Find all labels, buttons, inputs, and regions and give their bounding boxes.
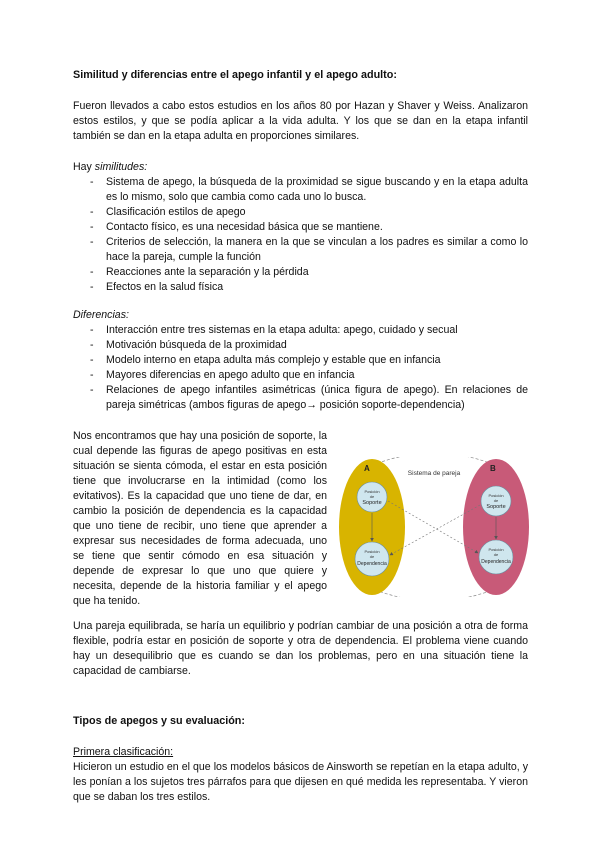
similarities-label-text: similitudes:: [94, 161, 148, 173]
list-item: - Clasificación estilos de apego: [73, 205, 528, 220]
right-support-line-3: Soporte: [486, 504, 506, 510]
similarities-label: [73, 160, 528, 175]
support-paragraph: Nos encontramos que hay una posición de soporte, la cual depende las figuras de apego positivas en esta situación se sienta cómoda, el estar en esta posición tiene que involucrarse en la intimidad (como los evitativos). Es la capacidad que uno tiene de dar, en cambio la posición de dependencia es la capacidad que uno tiene de recibir, uno tiene que aprender a expresar sus necesidades de forma adecuada, uno se tiene que sentir cómodo en esa situación y depende de expresar lo que uno que quiere y necesita, depende de la historia familiar y el apego que ha tenido.: [73, 430, 327, 607]
list-item: - Motivación búsqueda de la proximidad: [73, 338, 528, 353]
support-section: [73, 429, 528, 619]
partner-a-letter: A: [364, 464, 370, 473]
first-classification-label: Primera clasificación:: [73, 746, 174, 758]
partner-b-letter: B: [490, 464, 496, 473]
section-heading-similarities-differences: Similitud y diferencias entre el apego infantil y el apego adulto:: [73, 69, 397, 81]
list-item: - Modelo interno en etapa adulta más complejo y estable que en infancia: [73, 353, 528, 368]
list-item: - Sistema de apego, la búsqueda de la proximidad se sigue buscando y en la etapa adulta es lo mismo, solo que cambia como cada uno lo busca.: [73, 175, 528, 205]
balance-paragraph: Una pareja equilibrada, se haría un equilibrio y podrían cambiar de una posición a otra de forma flexible, podría estar en posición de soporte y otra de dependencia. El problema viene cuando hay un desequilibrio que es cuando se dan los problemas, pero en una situación tiene la capacidad de cambiarse.: [73, 620, 528, 677]
list-item: - Interacción entre tres sistemas en la etapa adulta: apego, cuidado y secual: [73, 323, 528, 338]
list-item: - Contacto físico, es una necesidad básica que se mantiene.: [73, 220, 528, 235]
document-content: [73, 68, 528, 805]
list-item: - Efectos en la salud física: [73, 280, 528, 295]
right-dependence-line-3: Dependencia: [481, 559, 511, 565]
right-dependence-line-2: de: [493, 552, 499, 557]
list-item: - Criterios de selección, la manera en la que se vinculan a los padres es similar a como lo hace la pareja, cumple la función: [73, 235, 528, 265]
left-support-line-3: Soporte: [362, 500, 382, 506]
diagram-title: Sistema de pareja: [407, 470, 461, 477]
list-item: - Reacciones ante la separación y la pérdida: [73, 265, 528, 280]
bottom-arc: [368, 587, 500, 597]
right-dependence-line-1: Posición: [488, 547, 504, 552]
left-support-line-1: Posición: [364, 489, 380, 494]
differences-list: [73, 323, 528, 413]
right-support-line-2: de: [493, 498, 499, 503]
similarities-list: [73, 175, 528, 295]
list-item: - Mayores diferencias en apego adulto que en infancia: [73, 368, 528, 383]
intro-paragraph: Fueron llevados a cabo estos estudios en los años 80 por Hazan y Shaver y Weiss. Analizaron estos estilos, y que se podía aplicar a la vida adulta. Y los que se dan en la etapa infantil también se dan en la etapa adulta en proporciones similares.: [73, 100, 528, 142]
differences-label: Diferencias:: [73, 309, 129, 321]
right-support-line-1: Posición: [488, 493, 504, 498]
similarities-prefix: Hay: [73, 161, 95, 173]
couple-system-diagram: [338, 457, 530, 597]
left-dependence-line-1: Posición: [364, 549, 380, 554]
right-dependence-circle: [479, 540, 513, 574]
list-item: - Relaciones de apego infantiles asimétricas (única figura de apego). En relaciones de pareja simétricas (ambos figuras de apego→ posición soporte-dependencia): [73, 383, 528, 413]
section-heading-attachment-types: Tipos de apegos y su evaluación:: [73, 715, 246, 727]
left-dependence-line-2: de: [369, 554, 375, 559]
first-classification-paragraph: Hicieron un estudio en el que los modelos básicos de Ainsworth se repetían en la etapa adulto, y les ponían a los sujetos tres párrafos para que dijesen en qué medida les representaba. Y vieron que se daban los tres estilos.: [73, 761, 528, 803]
left-dependence-line-3: Dependencia: [357, 561, 387, 567]
support-text-column: [73, 429, 327, 609]
couple-system-svg: [338, 457, 530, 597]
left-dependence-circle: [355, 542, 389, 576]
left-support-line-2: de: [369, 494, 375, 499]
top-arc: [368, 457, 500, 467]
